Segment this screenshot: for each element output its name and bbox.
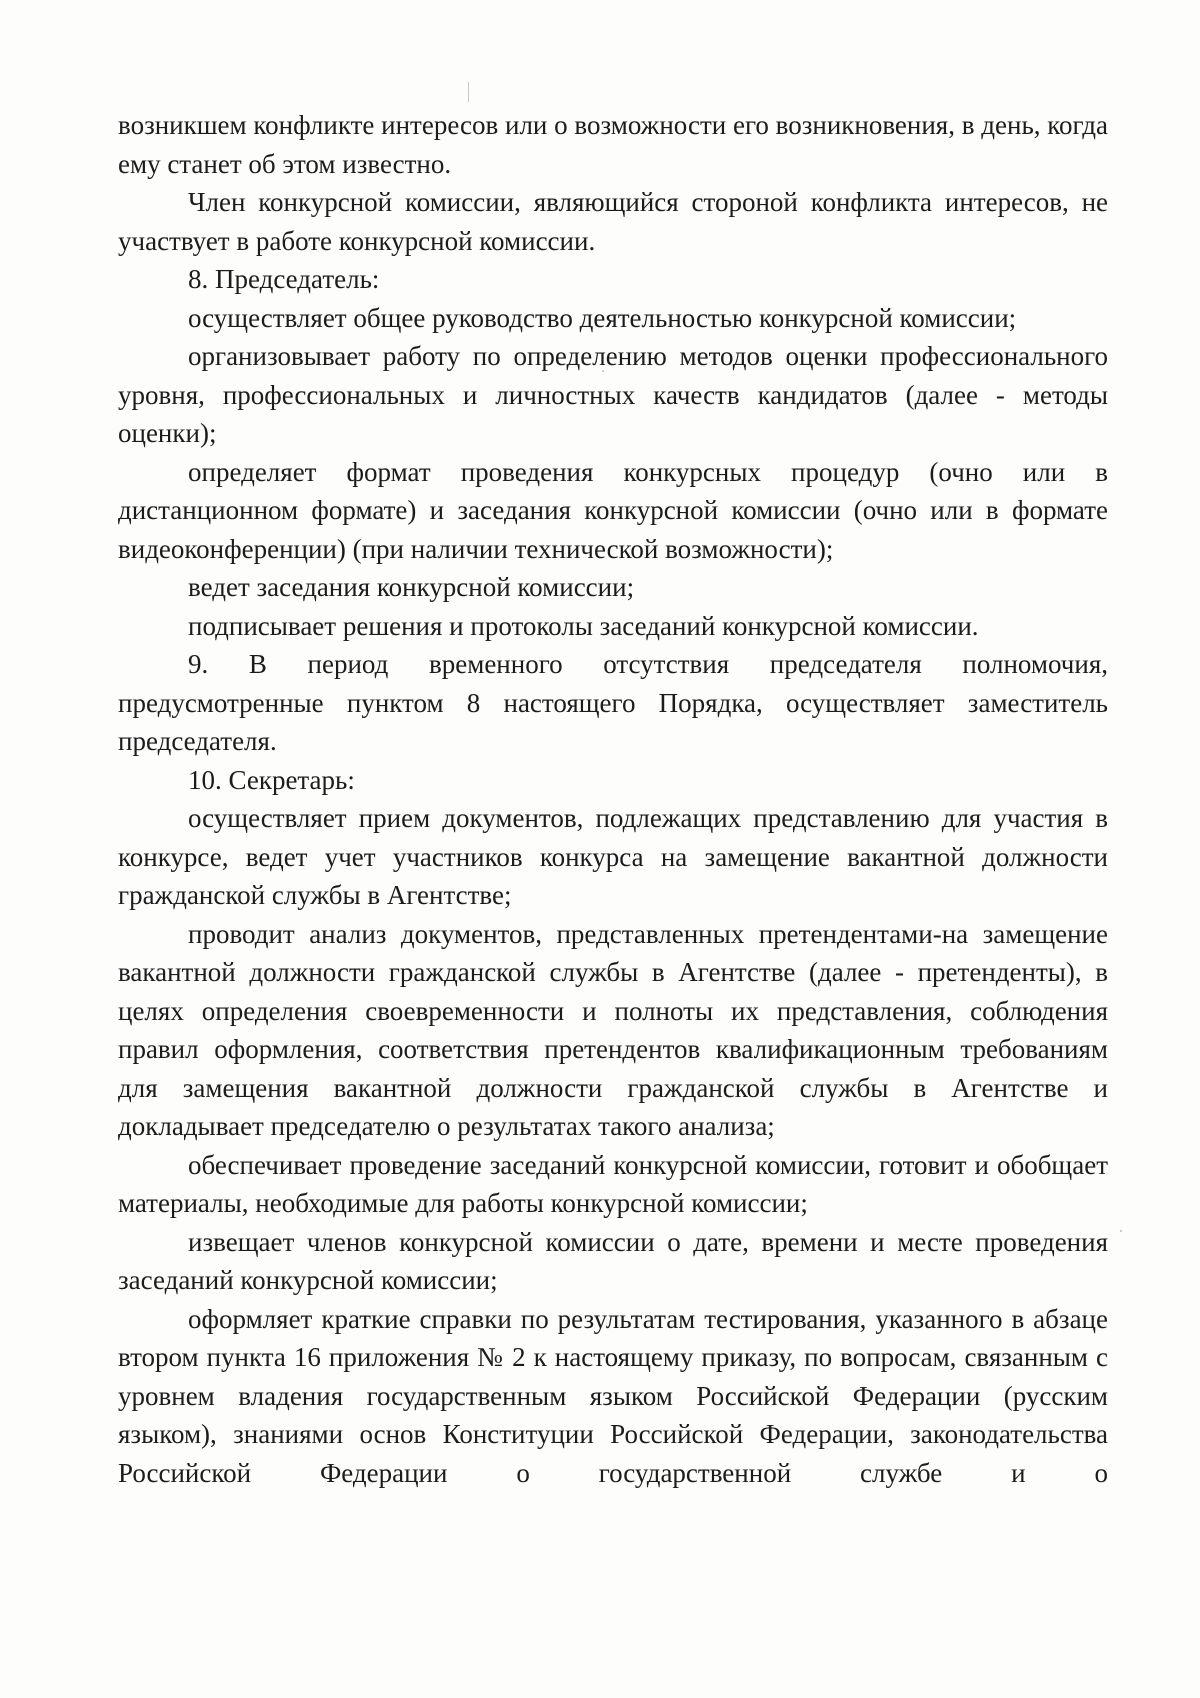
paragraph: проводит анализ документов, представленных претендентами-на замещение вакантной должности гражданской службы в Агентстве (далее - претенденты), в целях определения своевременности и полноты их представления, соблюдения правил оформления, соответствия претендентов квалификационным требованиям для замещения вакантной должности гражданской службы в Агентстве и докладывает председателю о результатах такого анализа; bbox=[118, 918, 1108, 1141]
section-heading: 10. Секретарь: bbox=[188, 764, 355, 795]
section-heading: 8. Председатель: bbox=[188, 264, 380, 294]
paragraph: 9. В период временного отсутствия председателя полномочия, предусмотренные пунктом 8 настоящего Порядка, осуществляет заместитель председателя. bbox=[118, 649, 1108, 756]
paragraph: определяет формат проведения конкурсных процедур (очно или в дистанционном формате) и заседания конкурсной комиссии (очно или в формате видеоконференции) (при наличии технической возможности); bbox=[118, 456, 1108, 564]
paragraph: ведет заседания конкурсной комиссии; bbox=[188, 572, 635, 602]
paragraph: оформляет краткие справки по результатам тестирования, указанного в абзаце втором пункта 16 приложения № 2 к настоящему приказу, по вопросам, связанным с уровнем владения государственным языком Российской Федерации (русским языком), знаниями основ Конституции Российской Федерации, законодательства Российской Федерации о государственной службе и о bbox=[118, 1303, 1108, 1488]
paragraph: возникшем конфликте интересов или о возможности его возникновения, в день, когда ему станет об этом известно. bbox=[118, 110, 1108, 179]
paragraph: извещает членов конкурсной комиссии о дате, времени и месте проведения заседаний конкурсной комиссии; bbox=[118, 1226, 1108, 1295]
scan-artifact-dot bbox=[1120, 1230, 1122, 1232]
scan-artifact-line bbox=[468, 82, 469, 102]
paragraph: подписывает решения и протоколы заседаний конкурсной комиссии. bbox=[188, 610, 979, 641]
paragraph: обеспечивает проведение заседаний конкурсной комиссии, готовит и обобщает материалы, необходимые для работы конкурсной комиссии; bbox=[118, 1149, 1108, 1218]
document-body bbox=[118, 106, 1108, 1492]
paragraph: осуществляет прием документов, подлежащих представлению для участия в конкурсе, ведет учет участников конкурса на замещение вакантной должности гражданской службы в Агентстве; bbox=[118, 803, 1108, 910]
paragraph: осуществляет общее руководство деятельностью конкурсной комиссии; bbox=[188, 302, 1017, 333]
paragraph: организовывает работу по определению методов оценки профессионального уровня, профессиональных и личностных качеств кандидатов (далее - методы оценки); bbox=[118, 341, 1108, 448]
paragraph: Член конкурсной комиссии, являющийся стороной конфликта интересов, не участвует в работе конкурсной комиссии. bbox=[118, 187, 1108, 256]
